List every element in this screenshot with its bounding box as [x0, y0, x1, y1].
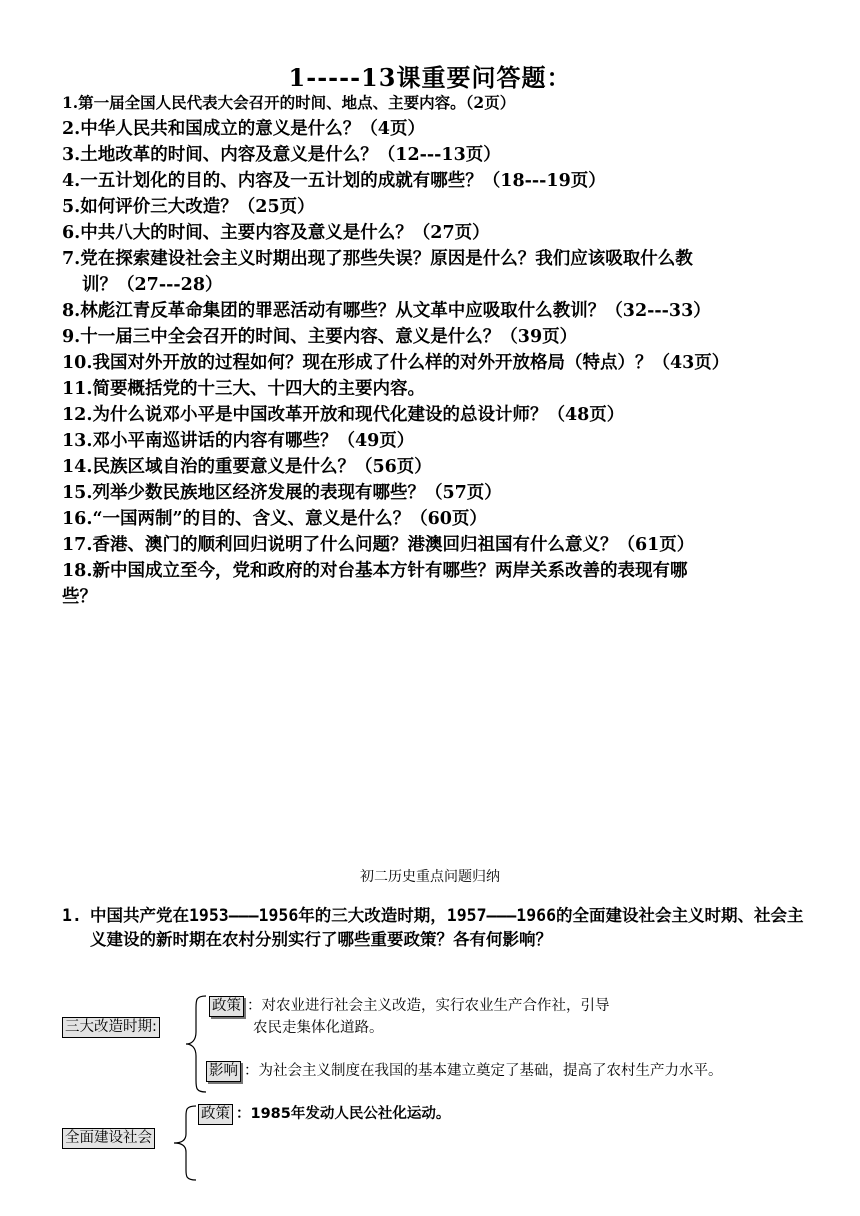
question-item: 11.简要概括党的十三大、十四大的主要内容。: [62, 379, 425, 399]
impact-label: 影响: [206, 1061, 241, 1082]
question-item: 14.民族区域自治的重要意义是什么？（56页）: [62, 457, 432, 477]
question-item: 4.一五计划化的目的、内容及一五计划的成就有哪些？（18---19页）: [62, 171, 606, 191]
policy-text-continuation: 农民走集体化道路。: [253, 1020, 384, 1036]
section-question: [62, 904, 807, 951]
question-item: 5.如何评价三大改造？（25页）: [62, 197, 315, 217]
policy-label: 政策: [198, 1104, 233, 1125]
policy-label: 政策: [209, 996, 244, 1017]
question-item: 3.土地改革的时间、内容及意义是什么？（12---13页）: [62, 145, 501, 165]
question-item: 6.中共八大的时间、主要内容及意义是什么？（27页）: [62, 223, 490, 243]
section-title: 初二历史重点问题归纳: [360, 869, 500, 885]
impact-text: ：为社会主义制度在我国的基本建立奠定了基础，提高了农村生产力水平。: [244, 1063, 723, 1079]
question-item: 2.中华人民共和国成立的意义是什么？（4页）: [62, 119, 425, 139]
question-list: [62, 90, 807, 610]
policy-text: ：1985年发动人民公社化运动。: [236, 1106, 451, 1122]
section-question-number: 1.: [62, 906, 82, 925]
period-label-comprehensive-construction: 全面建设社会: [62, 1128, 155, 1149]
question-item: 12.为什么说邓小平是中国改革开放和现代化建设的总设计师？（48页）: [62, 405, 625, 425]
brace-icon: [172, 1104, 198, 1182]
page-title: 1-----13课重要问答题：: [288, 63, 572, 92]
policy-text: ：对农业进行社会主义改造，实行农业生产合作社，引导: [247, 998, 610, 1014]
question-item-continuation: 些？: [62, 587, 97, 607]
question-item: 15.列举少数民族地区经济发展的表现有哪些？（57页）: [62, 483, 502, 503]
question-item-continuation: [62, 272, 807, 298]
question-item: 18.新中国成立至今，党和政府的对台基本方针有哪些？两岸关系改善的表现有哪: [62, 561, 688, 581]
question-item: 17.香港、澳门的顺利回归说明了什么问题？港澳回归祖国有什么意义？（61页）: [62, 535, 695, 555]
section-question-text: 中国共产党在1953———1956年的三大改造时期，1957———1966的全面建设社会主义时期、社会主义建设的新时期在农村分别实行了哪些重要政策？各有何影响？: [90, 906, 804, 949]
question-item: 9.十一届三中全会召开的时间、主要内容、意义是什么？（39页）: [62, 327, 578, 347]
question-continuation-text: 训？（27---28）: [82, 275, 223, 295]
question-item: 1.第一届全国人民代表大会召开的时间、地点、主要内容。（2页）: [62, 93, 516, 112]
question-item: 8.林彪江青反革命集团的罪恶活动有哪些？从文革中应吸取什么教训？（32---33）: [62, 301, 711, 321]
question-item: 13.邓小平南巡讲话的内容有哪些？（49页）: [62, 431, 415, 451]
brace-icon: [184, 994, 208, 1094]
question-item: 16.“一国两制”的目的、含义、意义是什么？（60页）: [62, 509, 487, 529]
period-label-three-transformations: 三大改造时期:: [62, 1017, 160, 1038]
question-item: 7.党在探索建设社会主义时期出现了那些失误？原因是什么？我们应该吸取什么教: [62, 249, 693, 269]
question-item: 10.我国对外开放的过程如何？现在形成了什么样的对外开放格局（特点）？（43页）: [62, 353, 730, 373]
